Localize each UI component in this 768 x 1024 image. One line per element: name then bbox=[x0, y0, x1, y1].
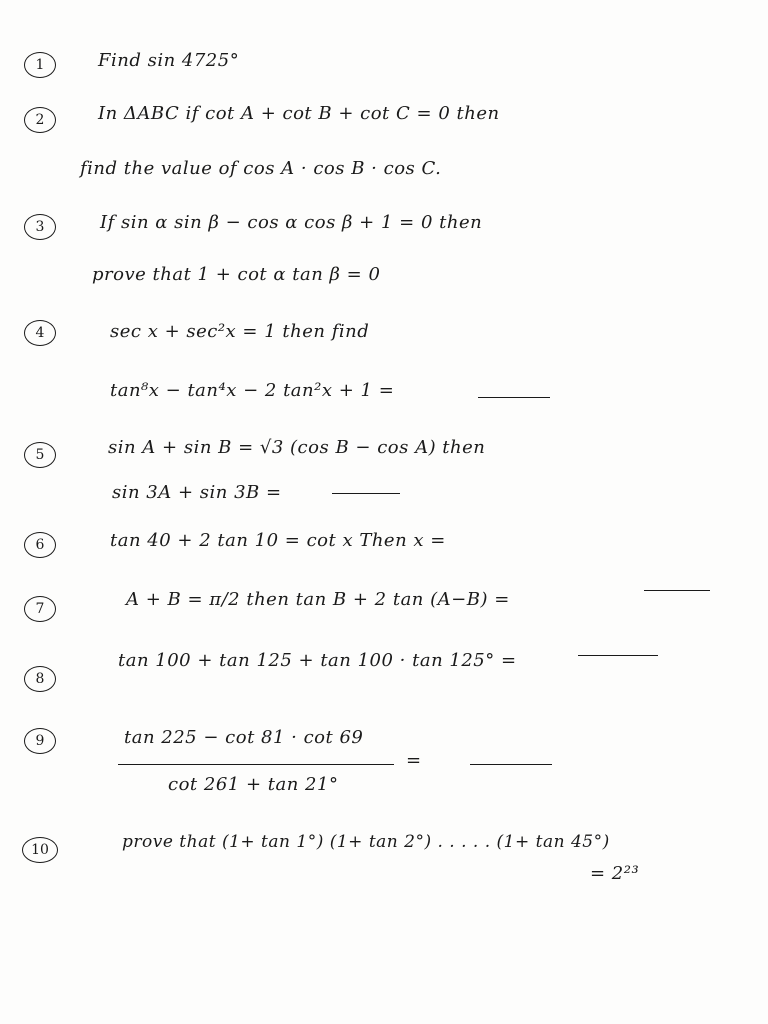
question-text: sin 3A + sin 3B = bbox=[112, 482, 282, 503]
question-number: 9 bbox=[24, 728, 56, 754]
question-text: prove that (1+ tan 1°) (1+ tan 2°) . . . . . (1+ tan 45°) bbox=[122, 832, 610, 852]
equals-sign: = bbox=[406, 750, 422, 771]
question-text: sec x + sec²x = 1 then find bbox=[110, 321, 370, 342]
fraction-bar bbox=[118, 764, 394, 765]
answer-blank bbox=[644, 590, 710, 591]
question-number: 4 bbox=[24, 320, 56, 346]
question-text: Find sin 4725° bbox=[98, 50, 240, 71]
question-number: 1 bbox=[24, 52, 56, 78]
fraction-denominator: cot 261 + tan 21° bbox=[168, 774, 339, 795]
question-number: 7 bbox=[24, 596, 56, 622]
question-result: = 2²³ bbox=[590, 863, 640, 884]
answer-blank bbox=[478, 397, 550, 398]
question-text: tan⁸x − tan⁴x − 2 tan²x + 1 = bbox=[110, 380, 395, 401]
question-text: prove that 1 + cot α tan β = 0 bbox=[92, 264, 381, 285]
question-number: 3 bbox=[24, 214, 56, 240]
question-number: 6 bbox=[24, 532, 56, 558]
question-text: tan 100 + tan 125 + tan 100 · tan 125° = bbox=[118, 650, 517, 671]
question-number: 2 bbox=[24, 107, 56, 133]
question-text: sin A + sin B = √3 (cos B − cos A) then bbox=[108, 437, 486, 458]
answer-blank bbox=[470, 764, 552, 765]
question-text: If sin α sin β − cos α cos β + 1 = 0 then bbox=[100, 212, 483, 233]
fraction-numerator: tan 225 − cot 81 · cot 69 bbox=[124, 727, 364, 748]
question-text: A + B = π/2 then tan B + 2 tan (A−B) = bbox=[126, 589, 510, 610]
question-number: 8 bbox=[24, 666, 56, 692]
question-number: 5 bbox=[24, 442, 56, 468]
answer-blank bbox=[578, 655, 658, 656]
question-text: In ΔABC if cot A + cot B + cot C = 0 then bbox=[98, 103, 500, 124]
question-text: find the value of cos A · cos B · cos C. bbox=[80, 158, 442, 179]
question-number: 10 bbox=[22, 837, 58, 863]
answer-blank bbox=[332, 493, 400, 494]
question-text: tan 40 + 2 tan 10 = cot x Then x = bbox=[110, 530, 446, 551]
